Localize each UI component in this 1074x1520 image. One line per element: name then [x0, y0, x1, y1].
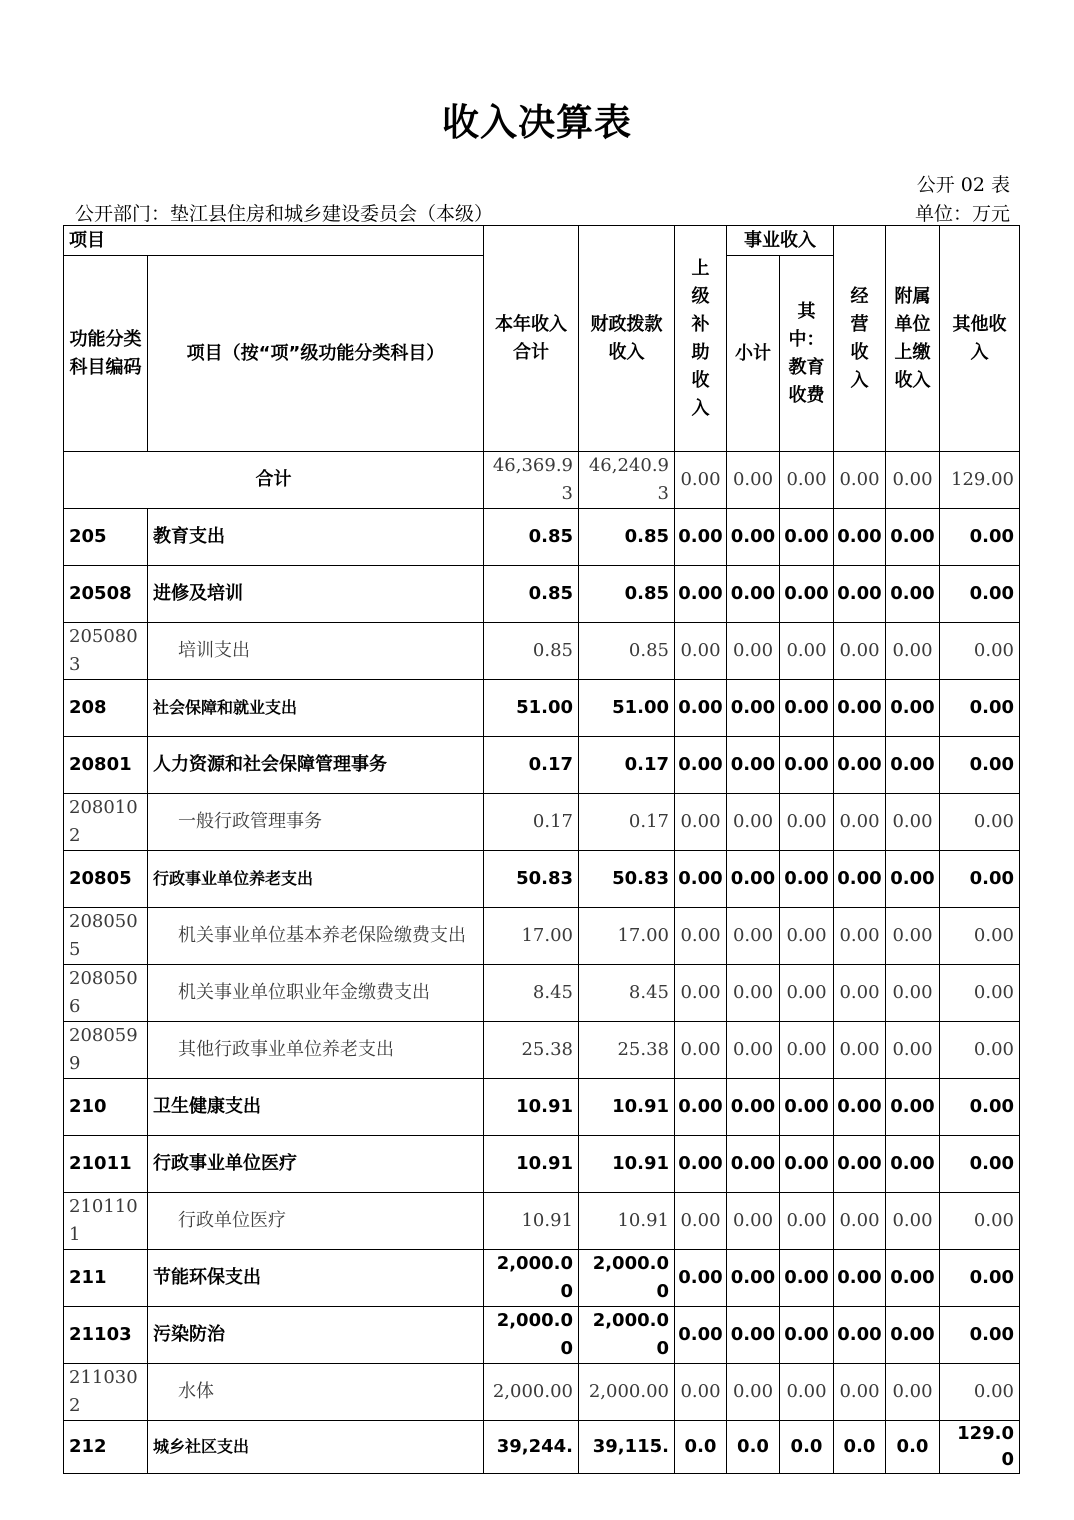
superior-cell: 0.00 — [675, 623, 727, 680]
affiliate-cell: 0.00 — [886, 908, 940, 965]
education-cell: 0.00 — [780, 737, 834, 794]
other-cell: 0.00 — [940, 851, 1020, 908]
header-business: 事业收入 — [727, 226, 834, 256]
table-row — [64, 1136, 1020, 1193]
table-row — [64, 509, 1020, 566]
superior-cell: 0.00 — [675, 566, 727, 623]
total-income-cell: 2,000.00 — [484, 1250, 579, 1307]
name-cell: 行政单位医疗 — [148, 1193, 484, 1250]
code-cell: 21103 — [64, 1307, 148, 1364]
affiliate-cell: 0.00 — [886, 965, 940, 1022]
total-income-cell: 25.38 — [484, 1022, 579, 1079]
education-cell: 0.00 — [780, 1022, 834, 1079]
education-cell: 0.00 — [780, 1136, 834, 1193]
other-cell: 0.00 — [940, 908, 1020, 965]
fiscal-cell: 51.00 — [579, 680, 675, 737]
other-cell: 0.00 — [940, 623, 1020, 680]
education-cell: 0.00 — [780, 680, 834, 737]
subtotal-cell: 0.00 — [727, 1079, 780, 1136]
subtotal-cell: 0.00 — [727, 908, 780, 965]
subtotal-cell: 0.00 — [727, 794, 780, 851]
total-income-cell: 10.91 — [484, 1079, 579, 1136]
total-income-cell: 0.85 — [484, 623, 579, 680]
subtotal-cell: 0.00 — [727, 737, 780, 794]
other-cell: 0.00 — [940, 737, 1020, 794]
table-row — [64, 1022, 1020, 1079]
subtotal-cell: 0.0 — [727, 1421, 780, 1474]
superior-cell: 0.00 — [675, 1022, 727, 1079]
name-cell: 培训支出 — [148, 623, 484, 680]
table-row — [64, 1250, 1020, 1307]
education-cell: 0.00 — [780, 1193, 834, 1250]
total-income-cell: 8.45 — [484, 965, 579, 1022]
other-cell: 0.00 — [940, 1364, 1020, 1421]
name-cell: 进修及培训 — [148, 566, 484, 623]
fiscal-cell: 39,115. — [579, 1421, 675, 1474]
header-other: 其他收入 — [940, 226, 1020, 452]
affiliate-cell: 0.00 — [886, 737, 940, 794]
operating-cell: 0.00 — [834, 851, 886, 908]
code-cell: 2080506 — [64, 965, 148, 1022]
other-cell: 0.00 — [940, 1079, 1020, 1136]
code-cell: 2080102 — [64, 794, 148, 851]
total-superior-cell: 0.00 — [675, 452, 727, 509]
code-cell: 211 — [64, 1250, 148, 1307]
name-cell: 其他行政事业单位养老支出 — [148, 1022, 484, 1079]
code-cell: 20508 — [64, 566, 148, 623]
total-affiliate-cell: 0.00 — [886, 452, 940, 509]
page-title: 收入决算表 — [442, 101, 632, 144]
fiscal-cell: 8.45 — [579, 965, 675, 1022]
table-row — [64, 623, 1020, 680]
other-cell: 0.00 — [940, 566, 1020, 623]
fiscal-cell: 17.00 — [579, 908, 675, 965]
total-income-cell: 2,000.00 — [484, 1364, 579, 1421]
name-cell: 人力资源和社会保障管理事务 — [148, 737, 484, 794]
total-other-cell: 129.00 — [940, 452, 1020, 509]
total-income-cell: 0.85 — [484, 509, 579, 566]
header-item: 项目 — [64, 226, 484, 256]
fiscal-cell: 0.85 — [579, 623, 675, 680]
total-subtotal-cell: 0.00 — [727, 452, 780, 509]
name-cell: 机关事业单位基本养老保险缴费支出 — [148, 908, 484, 965]
total-income-cell: 50.83 — [484, 851, 579, 908]
table-row — [64, 794, 1020, 851]
subtotal-cell: 0.00 — [727, 509, 780, 566]
name-cell: 行政事业单位医疗 — [148, 1136, 484, 1193]
name-cell: 水体 — [148, 1364, 484, 1421]
operating-cell: 0.00 — [834, 1193, 886, 1250]
code-cell: 205 — [64, 509, 148, 566]
table-row — [64, 1421, 1020, 1474]
code-cell: 2050803 — [64, 623, 148, 680]
other-cell: 0.00 — [940, 509, 1020, 566]
affiliate-cell: 0.0 — [886, 1421, 940, 1474]
fiscal-cell: 2,000.00 — [579, 1364, 675, 1421]
operating-cell: 0.00 — [834, 1022, 886, 1079]
table-row — [64, 1079, 1020, 1136]
table-row — [64, 851, 1020, 908]
header-superior: 上级补助收入 — [675, 226, 727, 452]
superior-cell: 0.00 — [675, 509, 727, 566]
subtotal-cell: 0.00 — [727, 1136, 780, 1193]
superior-cell: 0.00 — [675, 851, 727, 908]
operating-cell: 0.00 — [834, 1307, 886, 1364]
education-cell: 0.00 — [780, 566, 834, 623]
affiliate-cell: 0.00 — [886, 680, 940, 737]
total-education-cell: 0.00 — [780, 452, 834, 509]
superior-cell: 0.00 — [675, 965, 727, 1022]
table-row — [64, 737, 1020, 794]
code-cell: 21011 — [64, 1136, 148, 1193]
name-cell: 污染防治 — [148, 1307, 484, 1364]
table-row — [64, 908, 1020, 965]
name-cell: 行政事业单位养老支出 — [148, 851, 484, 908]
operating-cell: 0.00 — [834, 908, 886, 965]
subtotal-cell: 0.00 — [727, 680, 780, 737]
fiscal-cell: 10.91 — [579, 1136, 675, 1193]
total-fiscal-cell: 46,240.93 — [579, 452, 675, 509]
table-row — [64, 965, 1020, 1022]
affiliate-cell: 0.00 — [886, 623, 940, 680]
total-income-cell: 51.00 — [484, 680, 579, 737]
name-cell: 机关事业单位职业年金缴费支出 — [148, 965, 484, 1022]
education-cell: 0.00 — [780, 1307, 834, 1364]
operating-cell: 0.00 — [834, 623, 886, 680]
superior-cell: 0.00 — [675, 1364, 727, 1421]
fiscal-cell: 2,000.00 — [579, 1307, 675, 1364]
total-income-cell: 2,000.00 — [484, 1307, 579, 1364]
operating-cell: 0.00 — [834, 737, 886, 794]
fiscal-cell: 0.85 — [579, 566, 675, 623]
code-cell: 2110302 — [64, 1364, 148, 1421]
operating-cell: 0.00 — [834, 566, 886, 623]
other-cell: 0.00 — [940, 1022, 1020, 1079]
code-cell: 2080505 — [64, 908, 148, 965]
header-func-code: 功能分类科目编码 — [64, 256, 148, 452]
education-cell: 0.00 — [780, 509, 834, 566]
education-cell: 0.00 — [780, 1079, 834, 1136]
name-cell: 教育支出 — [148, 509, 484, 566]
other-cell: 0.00 — [940, 794, 1020, 851]
code-cell: 20805 — [64, 851, 148, 908]
affiliate-cell: 0.00 — [886, 1250, 940, 1307]
affiliate-cell: 0.00 — [886, 1022, 940, 1079]
header-total-income: 本年收入合计 — [484, 226, 579, 452]
fiscal-cell: 10.91 — [579, 1193, 675, 1250]
table-row — [64, 1193, 1020, 1250]
header-fiscal: 财政拨款收入 — [579, 226, 675, 452]
operating-cell: 0.00 — [834, 680, 886, 737]
code-cell: 210 — [64, 1079, 148, 1136]
operating-cell: 0.00 — [834, 1364, 886, 1421]
superior-cell: 0.0 — [675, 1421, 727, 1474]
other-cell: 0.00 — [940, 1307, 1020, 1364]
superior-cell: 0.00 — [675, 794, 727, 851]
superior-cell: 0.00 — [675, 1193, 727, 1250]
subtotal-cell: 0.00 — [727, 1250, 780, 1307]
total-operating-cell: 0.00 — [834, 452, 886, 509]
fiscal-cell: 0.85 — [579, 509, 675, 566]
fiscal-cell: 10.91 — [579, 1079, 675, 1136]
other-cell: 0.00 — [940, 1250, 1020, 1307]
income-table — [63, 225, 1020, 1474]
total-row — [64, 452, 1020, 509]
total-income-cell: 0.17 — [484, 737, 579, 794]
education-cell: 0.00 — [780, 1364, 834, 1421]
operating-cell: 0.00 — [834, 1250, 886, 1307]
fiscal-cell: 2,000.00 — [579, 1250, 675, 1307]
other-cell: 0.00 — [940, 680, 1020, 737]
header-subtotal: 小计 — [727, 256, 780, 452]
affiliate-cell: 0.00 — [886, 566, 940, 623]
education-cell: 0.00 — [780, 965, 834, 1022]
total-income-cell: 10.91 — [484, 1136, 579, 1193]
affiliate-cell: 0.00 — [886, 1079, 940, 1136]
header-item-name: 项目（按“项”级功能分类科目） — [148, 256, 484, 452]
subtotal-cell: 0.00 — [727, 1307, 780, 1364]
superior-cell: 0.00 — [675, 1079, 727, 1136]
subtotal-cell: 0.00 — [727, 965, 780, 1022]
fiscal-cell: 0.17 — [579, 794, 675, 851]
total-income-cell: 0.17 — [484, 794, 579, 851]
table-row — [64, 566, 1020, 623]
total-income-cell: 39,244. — [484, 1421, 579, 1474]
code-cell: 212 — [64, 1421, 148, 1474]
subtotal-cell: 0.00 — [727, 623, 780, 680]
superior-cell: 0.00 — [675, 1250, 727, 1307]
other-cell: 0.00 — [940, 1136, 1020, 1193]
affiliate-cell: 0.00 — [886, 509, 940, 566]
table-row — [64, 1364, 1020, 1421]
total-label: 合计 — [64, 452, 484, 509]
education-cell: 0.00 — [780, 794, 834, 851]
operating-cell: 0.00 — [834, 1079, 886, 1136]
superior-cell: 0.00 — [675, 1136, 727, 1193]
name-cell: 节能环保支出 — [148, 1250, 484, 1307]
other-cell: 129.00 — [940, 1421, 1020, 1474]
operating-cell: 0.00 — [834, 509, 886, 566]
subtotal-cell: 0.00 — [727, 1364, 780, 1421]
operating-cell: 0.0 — [834, 1421, 886, 1474]
affiliate-cell: 0.00 — [886, 1136, 940, 1193]
subtotal-cell: 0.00 — [727, 1022, 780, 1079]
education-cell: 0.00 — [780, 1250, 834, 1307]
header-operating: 经营收入 — [834, 226, 886, 452]
superior-cell: 0.00 — [675, 680, 727, 737]
unit-label: 单位：万元 — [914, 203, 1010, 225]
form-number: 公开 02 表 — [916, 174, 1010, 196]
name-cell: 卫生健康支出 — [148, 1079, 484, 1136]
affiliate-cell: 0.00 — [886, 851, 940, 908]
other-cell: 0.00 — [940, 965, 1020, 1022]
superior-cell: 0.00 — [675, 908, 727, 965]
header-affiliate: 附属单位上缴收入 — [886, 226, 940, 452]
code-cell: 20801 — [64, 737, 148, 794]
total-income-cell: 0.85 — [484, 566, 579, 623]
fiscal-cell: 0.17 — [579, 737, 675, 794]
total-income-cell: 10.91 — [484, 1193, 579, 1250]
total-income-cell: 46,369.93 — [484, 452, 579, 509]
table-row — [64, 1307, 1020, 1364]
education-cell: 0.00 — [780, 851, 834, 908]
superior-cell: 0.00 — [675, 737, 727, 794]
code-cell: 2080599 — [64, 1022, 148, 1079]
affiliate-cell: 0.00 — [886, 794, 940, 851]
superior-cell: 0.00 — [675, 1307, 727, 1364]
table-row — [64, 680, 1020, 737]
education-cell: 0.00 — [780, 623, 834, 680]
education-cell: 0.0 — [780, 1421, 834, 1474]
name-cell: 城乡社区支出 — [148, 1421, 484, 1474]
education-cell: 0.00 — [780, 908, 834, 965]
name-cell: 一般行政管理事务 — [148, 794, 484, 851]
operating-cell: 0.00 — [834, 1136, 886, 1193]
subtotal-cell: 0.00 — [727, 566, 780, 623]
name-cell: 社会保障和就业支出 — [148, 680, 484, 737]
department-label: 公开部门：垫江县住房和城乡建设委员会（本级） — [75, 203, 494, 225]
total-income-cell: 17.00 — [484, 908, 579, 965]
code-cell: 208 — [64, 680, 148, 737]
affiliate-cell: 0.00 — [886, 1307, 940, 1364]
code-cell: 2101101 — [64, 1193, 148, 1250]
header-education: 其中：教育收费 — [780, 256, 834, 452]
fiscal-cell: 50.83 — [579, 851, 675, 908]
affiliate-cell: 0.00 — [886, 1193, 940, 1250]
fiscal-cell: 25.38 — [579, 1022, 675, 1079]
subtotal-cell: 0.00 — [727, 1193, 780, 1250]
affiliate-cell: 0.00 — [886, 1364, 940, 1421]
operating-cell: 0.00 — [834, 965, 886, 1022]
operating-cell: 0.00 — [834, 794, 886, 851]
other-cell: 0.00 — [940, 1193, 1020, 1250]
subtotal-cell: 0.00 — [727, 851, 780, 908]
